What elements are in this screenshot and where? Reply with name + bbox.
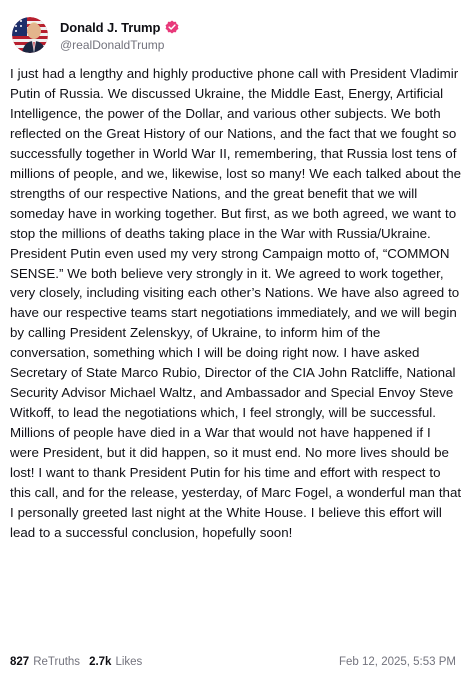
author-display-name[interactable]: Donald J. Trump	[60, 19, 161, 35]
author-identity	[60, 18, 179, 52]
likes-label: Likes	[115, 656, 143, 668]
post-timestamp[interactable]: Feb 12, 2025, 5:53 PM	[339, 656, 456, 668]
profile-photo-avatar[interactable]	[12, 17, 48, 53]
retruths-count: 827	[10, 656, 30, 668]
author-name-row	[60, 18, 179, 36]
retruths-stat[interactable]	[10, 656, 80, 668]
verified-badge-icon	[165, 20, 179, 34]
likes-count: 2.7k	[89, 656, 112, 668]
post-body-text: I just had a lengthy and highly productive phone call with President Vladimir Putin of Russia. We discussed Ukraine, the Middle East, Energy, Artificial Intelligence, the power of the Dollar, and various other subjects. We both reflected on the Great History of our Nations, and the fact that we fought so successfully together in World War II, remembering, that Russia lost tens of millions of people, and we, likewise, lost so many! We each talked about the strengths of our respective Nations, and the great benefit that we will someday have in working together. But first, as we both agreed, we want to stop the millions of deaths taking place in the War with Russia/Ukraine. President Putin even used my very strong Campaign motto of, “COMMON SENSE.” We both believe very strongly in it. We agreed to work together, very closely, including visiting each other’s Nations. We have also agreed to have our respective teams start negotiations immediately, and we will begin by calling President Zelenskyy, of Ukraine, to inform him of the conversation, something which I will be doing right now. I have asked Secretary of State Marco Rubio, Director of the CIA John Ratcliffe, National Security Advisor Michael Waltz, and Ambassador and Special Envoy Steve Witkoff, to lead the negotiations which, I feel strongly, will be successful. Millions of people have died in a War that would not have happened if I were President, but it did happen, so it must end. No more lives should be lost! I want to thank President Putin for his time and effort with respect to this call, and for the release, yesterday, of Marc Fogel, a wonderful man that I personally greeted last night at the White House. I believe this effort will lead to a successful conclusion, hopefully soon!	[10, 66, 462, 540]
post-footer	[10, 652, 456, 672]
likes-stat[interactable]	[89, 656, 142, 668]
author-handle[interactable]: @realDonaldTrump	[60, 38, 165, 52]
retruths-label: ReTruths	[33, 656, 81, 668]
post-header	[12, 13, 179, 57]
